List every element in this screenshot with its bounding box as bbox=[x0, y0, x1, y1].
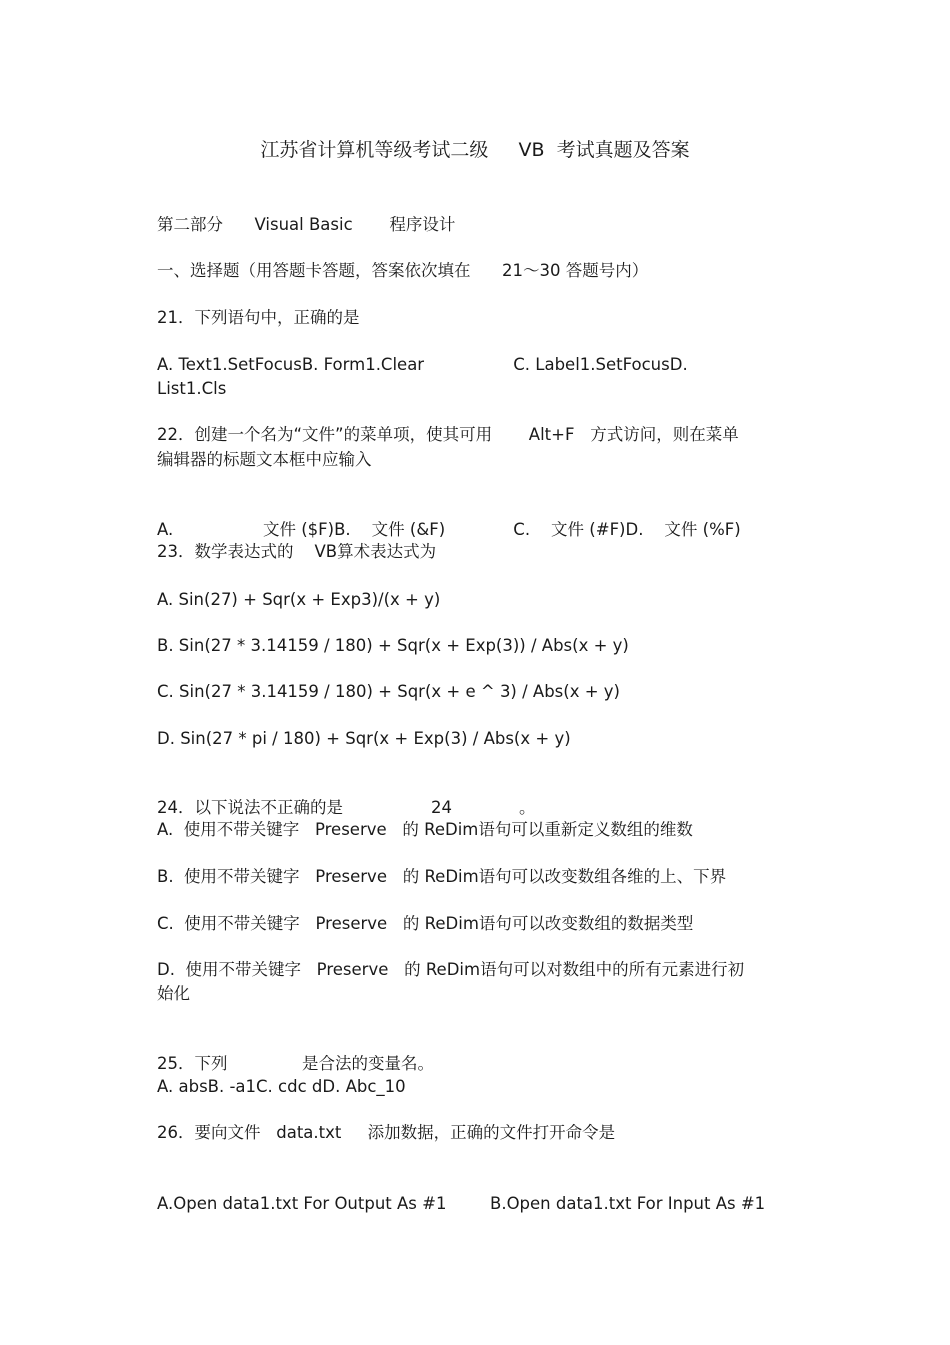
section-heading: 第二部分 Visual Basic 程序设计 bbox=[157, 215, 456, 234]
q25-options: A. absB. -a1C. cdc dD. Abc_10 bbox=[157, 1077, 406, 1096]
q25-stem-start: 25．下列 bbox=[157, 1054, 228, 1073]
q21-options-line1: A. Text1.SetFocusB. Form1.Clear C. Label1.SetFocusD. bbox=[157, 355, 688, 374]
q25-stem-end: 是合法的变量名。 bbox=[302, 1054, 434, 1073]
q26-options bbox=[157, 1168, 766, 1240]
q26-option-b: B.Open data1.txt For Input As #1 bbox=[490, 1194, 766, 1213]
q21-options-line2: List1.Cls bbox=[157, 379, 227, 398]
q24-option-b: B. 使用不带关键字 Preserve 的 ReDim语句可以改变数组各维的上、下界 bbox=[157, 867, 727, 886]
q26-stem: 26．要向文件 data.txt 添加数据，正确的文件打开命令是 bbox=[157, 1123, 616, 1142]
q24-blank-number: 24 bbox=[431, 798, 452, 817]
q24-option-c: C. 使用不带关键字 Preserve 的 ReDim语句可以改变数组的数据类型 bbox=[157, 914, 694, 933]
q22-stem-line2: 编辑器的标题文本框中应输入 bbox=[157, 450, 372, 469]
q23-option-b: B. Sin(27 * 3.14159 / 180) + Sqr(x + Exp(3)) / Abs(x + y) bbox=[157, 636, 629, 655]
q24-option-d-line2: 始化 bbox=[157, 984, 190, 1003]
q24-stem-text: 24．以下说法不正确的是 bbox=[157, 798, 343, 817]
q22-stem-line1: 22．创建一个名为“文件”的菜单项，使其可用 Alt+F 方式访问，则在菜单 bbox=[157, 425, 739, 444]
instruction-text: 一、选择题（用答题卡答题，答案依次填在 21～30 答题号内） bbox=[157, 261, 649, 280]
q21-stem: 21．下列语句中，正确的是 bbox=[157, 308, 360, 327]
q23-option-d: D. Sin(27 * pi / 180) + Sqr(x + Exp(3) / Abs(x + y) bbox=[157, 729, 571, 748]
q22-options-text: 文件 ($F)B. 文件 (&F) C. 文件 (#F)D. 文件 (%F) bbox=[263, 520, 741, 539]
q26-option-a: A.Open data1.txt For Output As #1 bbox=[157, 1194, 447, 1213]
q22-option-a-label: A. bbox=[157, 520, 174, 539]
q23-option-a: A. Sin(27) + Sqr(x + Exp3)/(x + y) bbox=[157, 590, 441, 609]
document-title: 江苏省计算机等级考试二级 VB 考试真题及答案 bbox=[260, 139, 690, 161]
q24-option-d-line1: D. 使用不带关键字 Preserve 的 ReDim语句可以对数组中的所有元素进行初 bbox=[157, 960, 745, 979]
q23-stem: 23．数学表达式的 VB算术表达式为 bbox=[157, 542, 437, 561]
q24-stem-end: 。 bbox=[519, 798, 536, 817]
q24-option-a: A. 使用不带关键字 Preserve 的 ReDim语句可以重新定义数组的维数 bbox=[157, 820, 693, 839]
q23-option-c: C. Sin(27 * 3.14159 / 180) + Sqr(x + e ^ 3) / Abs(x + y) bbox=[157, 682, 620, 701]
